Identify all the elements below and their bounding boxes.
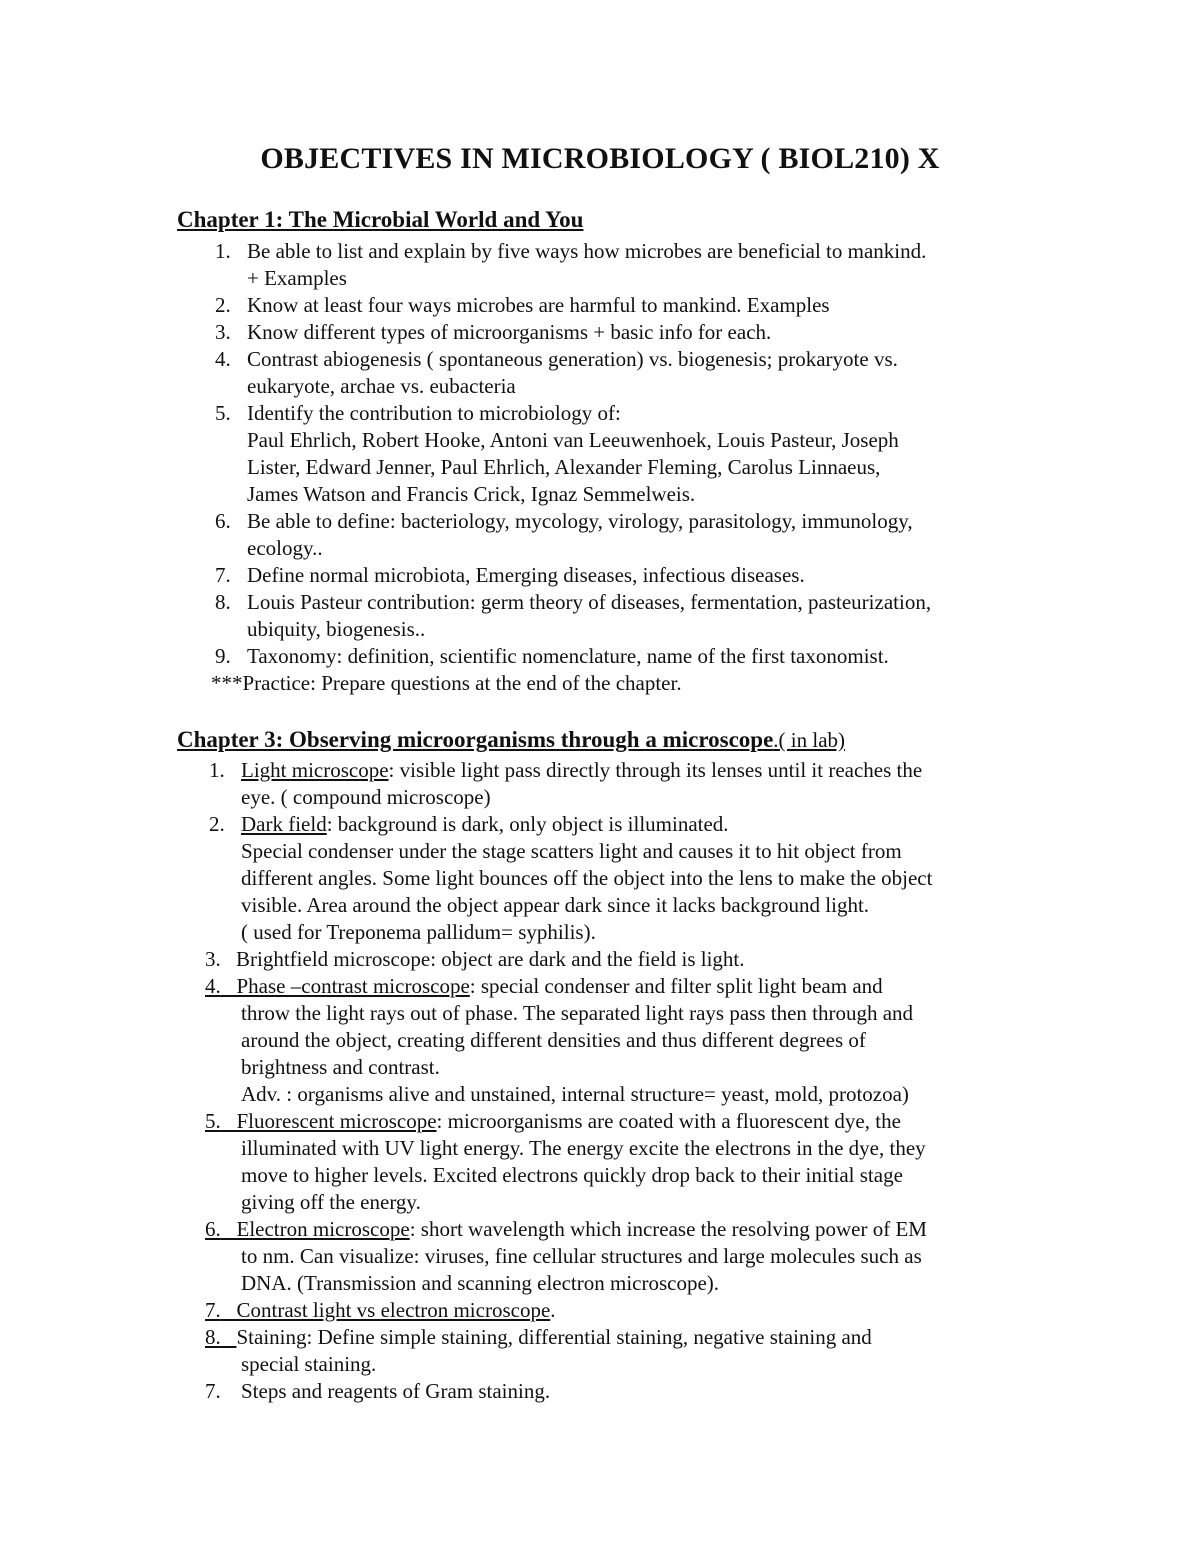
ch3-item2-number: 2.: [209, 812, 225, 836]
ch1-item2-number: 2.: [215, 293, 231, 317]
ch3-item4-line2: throw the light rays out of phase. The separated light rays pass then through and: [241, 1001, 914, 1025]
ch3-item8-number: [205, 1325, 237, 1349]
chapter3-heading-text: Chapter 3: Observing microorganisms through a microscope: [177, 727, 774, 752]
ch1-item5-line2: Paul Ehrlich, Robert Hooke, Antoni van Leeuwenhoek, Louis Pasteur, Joseph: [247, 428, 899, 452]
ch1-item7-line1: Define normal microbiota, Emerging diseases, infectious diseases.: [247, 563, 805, 587]
ch1-item3-line1: Know different types of microorganisms + basic info for each.: [247, 320, 772, 344]
chapter1-heading-text: Chapter 1: The Microbial World and You: [177, 207, 584, 232]
ch3-item2-line2: Special condenser under the stage scatters light and causes it to hit object from: [241, 839, 902, 863]
ch3-item2-line4: visible. Area around the object appear dark since it lacks background light.: [241, 893, 870, 917]
ch3-item4-line3: around the object, creating different densities and thus different degrees of: [241, 1028, 866, 1052]
ch3-item6-line2: to nm. Can visualize: viruses, fine cellular structures and large molecules such as: [241, 1244, 922, 1268]
ch3-item1-number: 1.: [209, 758, 225, 782]
ch3-item2-line5: ( used for Treponema pallidum= syphilis).: [241, 920, 596, 944]
ch3-item8-text: Staining: Define simple staining, differential staining, negative staining and: [236, 1325, 872, 1349]
document-title: OBJECTIVES IN MICROBIOLOGY ( BIOL210) X: [260, 142, 940, 175]
ch3-item8-line2: special staining.: [241, 1352, 377, 1376]
ch1-item1-line2: + Examples: [247, 266, 347, 290]
ch3-item5-number-text: 5.: [205, 1109, 221, 1133]
ch3-item7-number: [205, 1298, 550, 1322]
ch3-item2-term: Dark field: [241, 812, 327, 836]
ch3-item3-line1: Brightfield microscope: object are dark and the field is light.: [236, 947, 745, 971]
ch3-item2-line1: [241, 811, 729, 838]
ch3-item5-line3: move to higher levels. Excited electrons quickly drop back to their initial stage: [241, 1163, 903, 1187]
ch1-item4-line1: Contrast abiogenesis ( spontaneous generation) vs. biogenesis; prokaryote vs.: [247, 347, 898, 371]
ch3-item5-text: : microorganisms are coated with a fluorescent dye, the: [436, 1109, 901, 1133]
ch3-item1-line2: eye. ( compound microscope): [241, 785, 491, 809]
ch3-item8-line1: [205, 1324, 872, 1351]
ch3-item4-line1: [205, 973, 883, 1000]
ch1-item5-line4: James Watson and Francis Crick, Ignaz Semmelweis.: [247, 482, 696, 506]
ch3-item6-text: : short wavelength which increase the resolving power of EM: [409, 1217, 927, 1241]
ch3-item7-term: Contrast light vs electron microscope: [236, 1298, 551, 1322]
ch3-item4-line4: brightness and contrast.: [241, 1055, 440, 1079]
chapter1-heading: [177, 207, 583, 233]
ch3-item1-text: : visible light pass directly through its lenses until it reaches the: [388, 758, 923, 782]
ch3-item5-line2: illuminated with UV light energy. The energy excite the electrons in the dye, they: [241, 1136, 926, 1160]
ch3-item7-text: .: [550, 1298, 556, 1322]
ch3-item7-line1: [205, 1297, 556, 1324]
ch1-item3-number: 3.: [215, 320, 231, 344]
ch1-item1-line1: Be able to list and explain by five ways how microbes are beneficial to mankind.: [247, 239, 927, 263]
ch3-item2-text: : background is dark, only object is illuminated.: [326, 812, 729, 836]
ch3-item5-line4: giving off the energy.: [241, 1190, 421, 1214]
ch1-item9-line1: Taxonomy: definition, scientific nomenclature, name of the first taxonomist.: [247, 644, 889, 668]
ch3-item4-line5: Adv. : organisms alive and unstained, internal structure= yeast, mold, protozoa): [241, 1082, 909, 1106]
ch3-item4-number: [205, 974, 470, 998]
ch3-item5-line1: [205, 1108, 901, 1135]
ch3-item6-line1: [205, 1216, 927, 1243]
ch1-item6-line2: ecology..: [247, 536, 323, 560]
ch1-item4-line2: eukaryote, archae vs. eubacteria: [247, 374, 516, 398]
ch1-item4-number: 4.: [215, 347, 231, 371]
ch3-item5-term: Fluorescent microscope: [236, 1109, 437, 1133]
ch1-item8-line1: Louis Pasteur contribution: germ theory of diseases, fermentation, pasteurization,: [247, 590, 932, 614]
ch1-item7-number: 7.: [215, 563, 231, 587]
ch1-practice-note: ***Practice: Prepare questions at the end of the chapter.: [211, 671, 682, 695]
ch1-item8-number: 8.: [215, 590, 231, 614]
ch1-item9-number: 9.: [215, 644, 231, 668]
ch3-item7-number-text: 7.: [205, 1298, 221, 1322]
ch1-item5-line3: Lister, Edward Jenner, Paul Ehrlich, Alexander Fleming, Carolus Linnaeus,: [247, 455, 881, 479]
ch3-item6-line3: DNA. (Transmission and scanning electron microscope).: [241, 1271, 720, 1295]
ch3-item1-term: Light microscope: [241, 758, 389, 782]
ch3-item5-number: [205, 1109, 437, 1133]
ch3-item6-term: Electron microscope: [236, 1217, 410, 1241]
ch3-item9-line1: Steps and reagents of Gram staining.: [241, 1379, 551, 1403]
chapter3-heading: [177, 727, 845, 753]
ch3-item9-number: 7.: [205, 1379, 221, 1403]
ch1-item1-number: 1.: [215, 239, 231, 263]
ch3-item6-number-text: 6.: [205, 1217, 221, 1241]
ch1-item6-number: 6.: [215, 509, 231, 533]
ch3-item4-term: Phase –contrast microscope: [236, 974, 470, 998]
ch3-item3-number: 3.: [205, 947, 221, 971]
ch3-item2-line3: different angles. Some light bounces off the object into the lens to make the object: [241, 866, 933, 890]
ch1-item8-line2: ubiquity, biogenesis..: [247, 617, 426, 641]
ch1-item5-line1: Identify the contribution to microbiology of:: [247, 401, 621, 425]
chapter3-heading-suffix: .( in lab): [773, 728, 846, 752]
ch3-item4-text: : special condenser and filter split light beam and: [469, 974, 883, 998]
ch3-item8-number-text: 8.: [205, 1325, 221, 1349]
ch1-item5-number: 5.: [215, 401, 231, 425]
ch1-item2-line1: Know at least four ways microbes are harmful to mankind. Examples: [247, 293, 830, 317]
ch3-item4-number-text: 4.: [205, 974, 221, 998]
ch1-item6-line1: Be able to define: bacteriology, mycology, virology, parasitology, immunology,: [247, 509, 913, 533]
ch3-item1-line1: [241, 757, 922, 784]
ch3-item6-number: [205, 1217, 410, 1241]
